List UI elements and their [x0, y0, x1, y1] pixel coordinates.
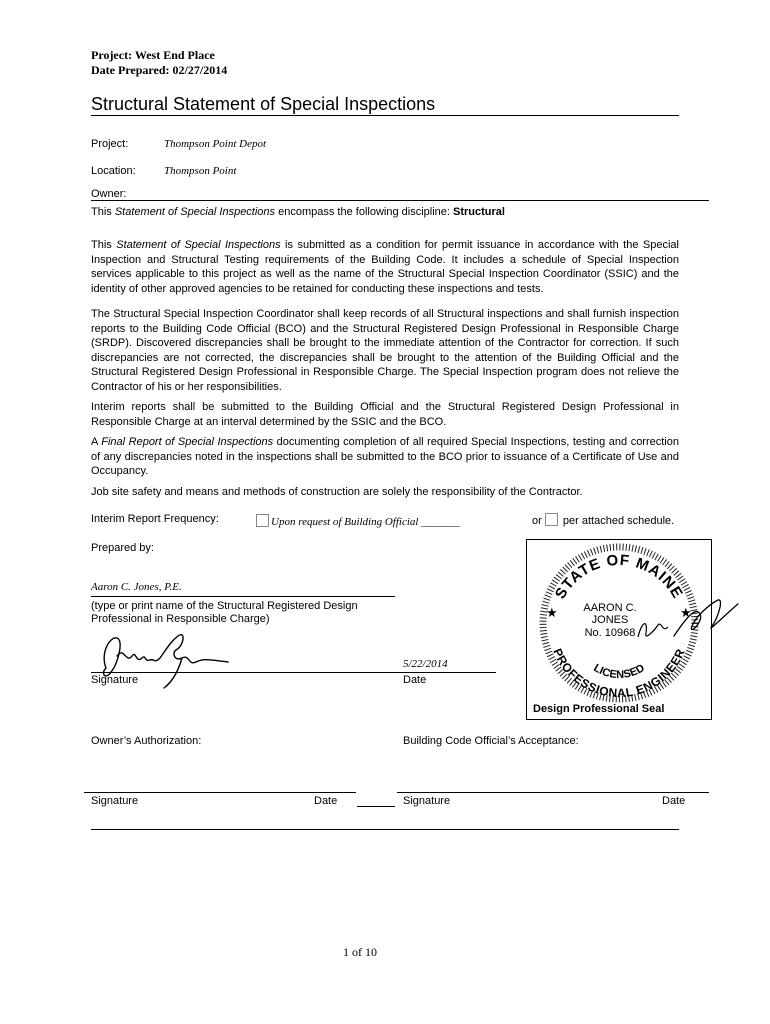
preparer-date-value: 5/22/2014 — [403, 658, 448, 670]
preparer-signature-label: Signature — [91, 674, 139, 686]
seal-ring-top: STATE OF MAINE — [551, 551, 687, 602]
seal-number: No. 10968 — [584, 627, 636, 639]
location-value: Thompson Point — [164, 165, 237, 177]
title-rule — [91, 115, 679, 116]
seal-ring-bottom: PROFESSIONAL ENGINEER — [550, 646, 688, 701]
seal-name-line1: AARON C. — [583, 602, 637, 614]
owner-signature-label: Signature — [91, 795, 139, 807]
signature-rule — [91, 672, 496, 673]
owner-date-label: Date — [314, 795, 338, 807]
owner-rule — [91, 200, 709, 201]
date-separator-rule — [357, 806, 395, 807]
preparer-name-rule — [91, 596, 395, 597]
interim-option-schedule: per attached schedule. — [562, 515, 675, 527]
page-number: 1 of 10 — [343, 945, 377, 959]
svg-text:STATE OF MAINE — [552, 552, 686, 602]
bco-acceptance-label: Building Code Official’s Acceptance: — [403, 735, 579, 747]
interim-frequency-label: Interim Report Frequency: — [91, 513, 219, 525]
owner-signature-rule — [84, 792, 356, 793]
seal-star-left-icon: ★ — [546, 606, 558, 621]
svg-text:LICENSED — [591, 662, 647, 681]
request-checkbox[interactable] — [256, 514, 269, 527]
seal-caption: Design Professional Seal — [533, 703, 665, 715]
paragraph-intro: This Statement of Special Inspections is submitted as a condition for permit issuance in accordance with the Special Inspection and Structural Testing requirements of the Building Code. It includes a schedule of Special Inspection services applicable to this project as well as the name of the Structural Special Inspection Coordinator (SSIC) and the identity of other approved agencies to be retained for conducting these inspections and tests. — [91, 239, 679, 295]
bco-signature-label: Signature — [403, 795, 451, 807]
interim-option-request-text: Upon request of Building Official _______ — [271, 516, 460, 528]
paragraph-interim: Interim reports shall be submitted to the Building Official and the Structural Registered Design Professional in Responsible Charge at an interval determined by the SSIC and the BCO. — [91, 401, 679, 428]
schedule-checkbox[interactable] — [545, 513, 558, 526]
bco-date-label: Date — [662, 795, 686, 807]
paragraph-ssic: The Structural Special Inspection Coordinator shall keep records of all Structural inspections and shall furnish inspection reports to the Building Code Official (BCO) and the Structural Registered Design Professional in Responsible Charge (SRDP). Discovered discrepancies shall be brought to the immediate attention of the Contractor for correction. If such discrepancies are not corrected, the discrepancies shall be brought to the attention of the Building Official and the Structural Registered Design Professional in Responsible Charge. The Special Inspection program does not relieve the Contractor of his or her responsibilities. — [91, 308, 679, 393]
date-prepared-header: Date Prepared: 02/27/2014 — [91, 63, 228, 77]
prepared-by-label: Prepared by: — [91, 542, 154, 554]
preparer-name: Aaron C. Jones, P.E. — [91, 581, 182, 593]
interim-or-text: or per attached schedule. — [532, 515, 675, 527]
project-label: Project: — [91, 138, 129, 150]
preparer-date-label: Date — [403, 674, 427, 686]
location-label: Location: — [91, 165, 136, 177]
preparer-caption: (type or print name of the Structural Registered Design Professional in Responsible Charge) — [91, 600, 358, 625]
seal-signature-flourish — [666, 596, 742, 650]
paragraph-final-report: A Final Report of Special Inspections documenting completion of all required Special Inspections, testing and correction of any discrepancies noted in the inspections shall be submitted to the BCO prior to issuance of a Certificate of Use and Occupancy. — [91, 436, 679, 477]
seal-star-right-icon: ★ — [680, 606, 692, 621]
page-title: Structural Statement of Special Inspections — [91, 94, 436, 114]
seal-licensed: LICENSED — [591, 662, 647, 682]
interim-option-request — [256, 512, 460, 530]
bottom-rule — [91, 829, 679, 830]
project-header: Project: West End Place — [91, 48, 215, 62]
project-value: Thompson Point Depot — [164, 138, 267, 150]
owner-label: Owner: — [91, 188, 127, 200]
bco-signature-rule — [397, 792, 709, 793]
seal-name-line2: JONES — [591, 614, 629, 626]
paragraph-safety: Job site safety and means and methods of construction are solely the responsibility of the Contractor. — [91, 486, 583, 498]
discipline-statement: This Statement of Special Inspections encompass the following discipline: Structural — [91, 206, 505, 218]
owner-authorization-label: Owner’s Authorization: — [91, 735, 202, 747]
